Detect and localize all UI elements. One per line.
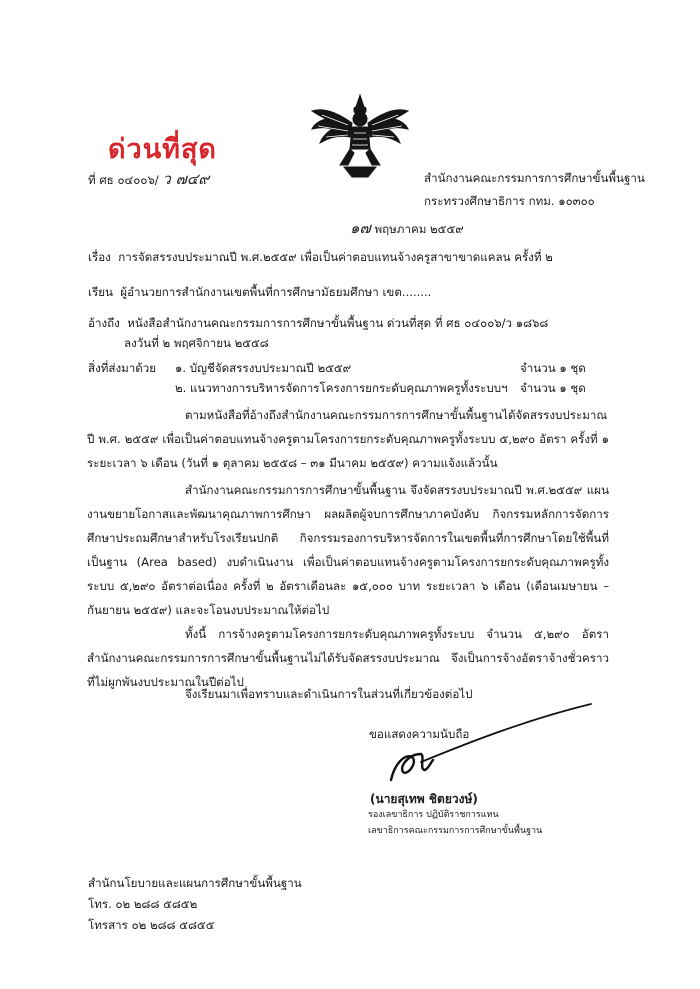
- addressee-text: ผู้อำนวยการสำนักงานเขตพื้นที่การศึกษามัธยมศึกษา เขต........: [120, 285, 432, 299]
- closing-sentence: จึงเรียนมาเพื่อทราบและดำเนินการในส่วนที่เกี่ยวข้องต่อไป: [185, 687, 473, 701]
- enclosure-item-2: ๒. แนวทางการบริหารจัดการโครงการยกระดับคุณภาพครูทั้งระบบฯ: [175, 381, 508, 395]
- footer-fax: โทรสาร ๐๒ ๒๘๘ ๕๘๕๕: [88, 918, 215, 932]
- body-paragraph-3-text: ทั้งนี้ การจ้างครูตามโครงการยกระดับคุณภาพครูทั้งระบบ จำนวน ๕,๒๙๐ อัตรา สำนักงานคณะกรรมการการศึกษาขั้นพื้นฐานไม่ได้รับจัดสรรงบประมาณ จึงเป็นการจ้างอัตราจ้างชั่วคราวที่ไม่ผูกพันงบประมาณในปีต่อไป: [87, 627, 609, 689]
- doc-number-label: ที่ ศธ ๐๔๐๐๖/: [88, 173, 159, 187]
- body-paragraph-2: [87, 478, 609, 622]
- reference-text-1: หนังสือสำนักงานคณะกรรมการการศึกษาขั้นพื้นฐาน ด่วนที่สุด ที่ ศธ ๐๔๐๐๖/ว ๑๘๖๘: [127, 316, 549, 330]
- garuda-emblem-icon: [308, 93, 412, 179]
- addressee-label: เรียน: [88, 285, 113, 299]
- signer-title-1: รองเลขาธิการ ปฏิบัติราชการแทน: [368, 810, 499, 820]
- enclosure-qty-1: จำนวน ๑ ชุด: [520, 361, 586, 375]
- signature-scribble: [385, 700, 595, 790]
- enclosure-item-1: ๑. บัญชีจัดสรรงบประมาณปี ๒๕๕๙: [175, 361, 352, 375]
- body-paragraph-1: [87, 403, 609, 475]
- signer-name: (นายสุเทพ ชิตยวงษ์): [370, 792, 478, 806]
- enclosure-qty-2: จำนวน ๑ ชุด: [520, 381, 586, 395]
- enclosures-label: สิ่งที่ส่งมาด้วย: [88, 361, 157, 375]
- letter-date: [350, 221, 464, 236]
- footer-tel: โทร. ๐๒ ๒๘๘ ๕๘๕๒: [88, 897, 198, 911]
- reference-label: อ้างถึง: [88, 316, 120, 330]
- urgent-stamp: ด่วนที่สุด: [108, 134, 217, 165]
- body-paragraph-1-text: ตามหนังสือที่อ้างถึงสำนักงานคณะกรรมการการศึกษาขั้นพื้นฐานได้จัดสรรงบประมาณปี พ.ศ. ๒๕๕๙ เพื่อเป็นค่าตอบแทนจ้างครูตามโครงการยกระดับคุณภาพครูทั้งระบบ ๕,๒๙๐ อัตรา ครั้งที่ ๑ ระยะเวลา ๖ เดือน (วันที่ ๑ ตุลาคม ๒๕๕๘ – ๓๑ มีนาคม ๒๕๕๙) ความแจ้งแล้วนั้น: [87, 408, 609, 470]
- subject-label: เรื่อง: [88, 250, 111, 264]
- reference-line: [88, 316, 548, 330]
- body-paragraph-2-text: สำนักงานคณะกรรมการการศึกษาขั้นพื้นฐาน จึงจัดสรรงบประมาณปี พ.ศ.๒๕๕๙ แผนงานขยายโอกาสและพัฒนาคุณภาพการศึกษา ผลผลิตผู้จบการศึกษาภาคบังคับ กิจกรรมหลักการจัดการศึกษาประถมศึกษาสำหรับโรงเรียนปกติ กิจกรรมรองการบริหารจัดการในเขตพื้นที่การศึกษาโดยใช้พื้นที่เป็นฐาน (Area based) งบดำเนินงาน เพื่อเป็นค่าตอบแทนจ้างครูตามโครงการยกระดับคุณภาพครูทั้งระบบ ๕,๒๙๐ อัตราต่อเนื่อง ครั้งที่ ๒ อัตราเดือนละ ๑๕,๐๐๐ บาท ระยะเวลา ๖ เดือน (เดือนเมษายน – กันยายน ๒๕๕๙) และจะโอนงบประมาณให้ต่อไป: [87, 483, 609, 617]
- agency-address: กระทรวงศึกษาธิการ กทม. ๑๐๓๐๐: [424, 194, 595, 208]
- subject-text: การจัดสรรงบประมาณปี พ.ศ.๒๕๕๙ เพื่อเป็นค่าตอบแทนจ้างครูสาขาขาดแคลน ครั้งที่ ๒: [118, 250, 553, 264]
- body-paragraph-3: [87, 622, 609, 694]
- regards-text: ขอแสดงความนับถือ: [369, 727, 470, 741]
- addressee-line: [88, 285, 431, 299]
- footer-office: สำนักนโยบายและแผนการศึกษาขั้นพื้นฐาน: [88, 876, 302, 890]
- signer-title-2: เลขาธิการคณะกรรมการการศึกษาขั้นพื้นฐาน: [368, 826, 543, 836]
- date-day-handwritten: ๑๗: [350, 219, 371, 237]
- subject-line: [88, 250, 553, 264]
- date-month-year: พฤษภาคม ๒๕๕๙: [374, 222, 464, 236]
- doc-number-handwritten: ว ๗๔๙: [162, 170, 210, 188]
- agency-name: สำนักงานคณะกรรมการการศึกษาขั้นพื้นฐาน: [424, 171, 645, 185]
- reference-text-2: ลงวันที่ ๒ พฤศจิกายน ๒๕๕๘: [124, 336, 269, 350]
- doc-number: [88, 172, 209, 187]
